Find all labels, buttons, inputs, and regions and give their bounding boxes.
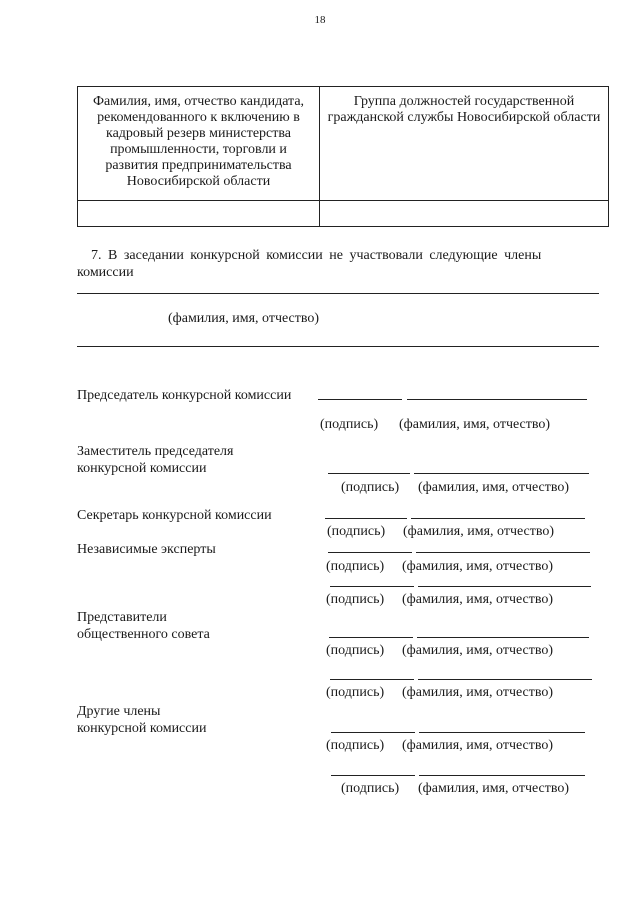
section-7-line-2: комиссии — [77, 265, 134, 280]
others-2-signature-line[interactable] — [331, 775, 415, 776]
others-2-caption-sign: (подпись) — [341, 781, 400, 796]
experts-label: Независимые эксперты — [77, 542, 216, 557]
deputy-label-line-1: Заместитель председателя — [77, 444, 234, 459]
table-cell-position-group[interactable] — [320, 201, 608, 226]
expert-2-caption-fio: (фамилия, имя, отчество) — [402, 592, 554, 607]
council-2-signature-line[interactable] — [330, 679, 414, 680]
table-header-position-group: Группа должностей государственной гражданской службы Новосибирской области — [320, 87, 608, 201]
table-header-candidate: Фамилия, имя, отчество кандидата, рекомендованного к включению в кадровый резерв министерства промышленности, торговли и развития предпринимательства Новосибирской области — [78, 87, 320, 201]
expert-1-caption-fio: (фамилия, имя, отчество) — [402, 559, 554, 574]
others-1-fio-line[interactable] — [419, 732, 585, 733]
council-2-fio-line[interactable] — [418, 679, 592, 680]
section-7-line-1: 7. В заседании конкурсной комиссии не участвовали следующие члены — [91, 248, 542, 263]
absent-members-line[interactable] — [77, 293, 599, 294]
others-1-caption-sign: (подпись) — [326, 738, 385, 753]
expert-1-fio-line[interactable] — [416, 552, 590, 553]
council-label-line-2: общественного совета — [77, 627, 210, 642]
deputy-caption-fio: (фамилия, имя, отчество) — [418, 480, 570, 495]
expert-1-signature-line[interactable] — [328, 552, 412, 553]
others-1-signature-line[interactable] — [331, 732, 415, 733]
others-2-caption-fio: (фамилия, имя, отчество) — [418, 781, 570, 796]
chair-signature-line[interactable] — [318, 399, 402, 400]
section-7-paragraph — [77, 247, 599, 281]
page-number: 18 — [314, 14, 326, 26]
secretary-caption-fio: (фамилия, имя, отчество) — [403, 524, 555, 539]
secretary-caption-sign: (подпись) — [327, 524, 386, 539]
chair-fio-line[interactable] — [407, 399, 587, 400]
deputy-label-line-2: конкурсной комиссии — [77, 461, 207, 476]
others-label-line-2: конкурсной комиссии — [77, 721, 207, 736]
council-2-caption-fio: (фамилия, имя, отчество) — [402, 685, 554, 700]
council-2-caption-sign: (подпись) — [326, 685, 385, 700]
expert-2-caption-sign: (подпись) — [326, 592, 385, 607]
others-1-caption-fio: (фамилия, имя, отчество) — [402, 738, 554, 753]
expert-1-caption-sign: (подпись) — [326, 559, 385, 574]
absent-members-line-2[interactable] — [77, 346, 599, 347]
council-1-caption-sign: (подпись) — [326, 643, 385, 658]
council-1-signature-line[interactable] — [329, 637, 413, 638]
reserve-table — [77, 86, 609, 227]
expert-2-signature-line[interactable] — [330, 586, 414, 587]
chair-caption-fio: (фамилия, имя, отчество) — [399, 417, 551, 432]
deputy-fio-line[interactable] — [414, 473, 589, 474]
council-1-caption-fio: (фамилия, имя, отчество) — [402, 643, 554, 658]
council-1-fio-line[interactable] — [417, 637, 589, 638]
secretary-signature-line[interactable] — [325, 518, 407, 519]
others-2-fio-line[interactable] — [419, 775, 585, 776]
secretary-label: Секретарь конкурсной комиссии — [77, 508, 272, 523]
fio-caption: (фамилия, имя, отчество) — [168, 311, 320, 326]
table-cell-candidate[interactable] — [78, 201, 320, 226]
secretary-fio-line[interactable] — [411, 518, 585, 519]
chair-caption-sign: (подпись) — [320, 417, 379, 432]
deputy-caption-sign: (подпись) — [341, 480, 400, 495]
council-label-line-1: Представители — [77, 610, 167, 625]
expert-2-fio-line[interactable] — [418, 586, 591, 587]
chair-label: Председатель конкурсной комиссии — [77, 388, 292, 403]
others-label-line-1: Другие члены — [77, 704, 161, 719]
deputy-signature-line[interactable] — [328, 473, 410, 474]
